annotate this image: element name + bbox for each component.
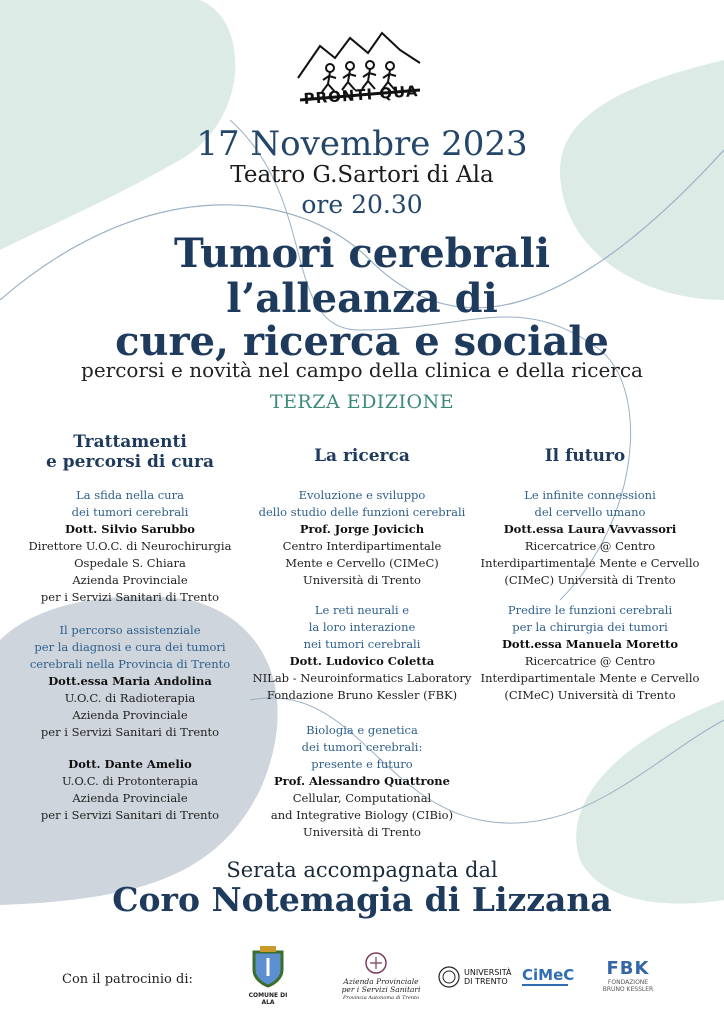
footer-choir: Coro Notemagia di Lizzana — [112, 880, 612, 919]
talk-andolina: Il percorso assistenziale per la diagnosi e cura dei tumori cerebrali nella Provincia di Trento Dott.essa Maria Andolina U.O.C. di Radioterapia Azienda Provinciale per i Servizi Sanitari di Trento — [29, 623, 231, 739]
sponsor-azienda-sanitaria: Azienda Provinciale per i Servizi Sanitari Provincia Autonoma di Trento — [336, 952, 426, 1002]
azienda-emblem-icon — [336, 952, 426, 974]
event-venue: Teatro G.Sartori di Ala — [230, 162, 494, 188]
column-right-heading: Il futuro — [544, 446, 626, 466]
column-middle-heading: La ricerca — [314, 446, 410, 466]
talk-moretto: Predire le funzioni cerebrali per la chirurgia dei tumori Dott.essa Manuela Moretto Ricercatrice @ Centro Interdipartimentale Mente e Cervello (CIMeC) Università di Trento — [480, 603, 700, 702]
title-line-3: cure, ricerca e sociale — [115, 318, 609, 365]
footer-line-1: Serata accompagnata dal — [226, 858, 498, 882]
talk-amelio: Dott. Dante Amelio U.O.C. di Protonterapia Azienda Provinciale per i Servizi Sanitari di Trento — [40, 757, 220, 822]
university-seal-icon — [438, 966, 460, 988]
column-left-heading: Trattamenti e percorsi di cura — [46, 432, 214, 472]
talk-quattrone: Biologia e genetica dei tumori cerebrali: presente e futuro Prof. Alessandro Quattrone Cellular, Computational and Integrative Biology (CIBio) Università di Trento — [270, 723, 454, 839]
logo-text: PRONTI QUA — [303, 82, 419, 108]
title-line-1: Tumori cerebrali — [173, 230, 551, 277]
sponsor-cimec: CiMeC — [522, 966, 575, 984]
edition: TERZA EDIZIONE — [269, 391, 455, 413]
event-time: ore 20.30 — [301, 190, 423, 219]
event-date: 17 Novembre 2023 — [196, 124, 528, 164]
sponsor-unitn: UNIVERSITÀ DI TRENTO — [438, 966, 520, 988]
talk-vavvassori: Le infinite connessioni del cervello umano Dott.essa Laura Vavvassori Ricercatrice @ Centro Interdipartimentale Mente e Cervello (CIMeC) Università di Trento — [480, 488, 700, 587]
subtitle: percorsi e novità nel campo della clinica e della ricerca — [81, 358, 643, 382]
talk-coletta: Le reti neurali e la loro interazione nei tumori cerebrali Dott. Ludovico Coletta NILab - Neuroinformatics Laboratory Fondazione Bruno Kessler (FBK) — [252, 603, 472, 702]
talk-jovicich: Evoluzione e sviluppo dello studio delle funzioni cerebrali Prof. Jorge Jovicich Centro Interdipartimentale Mente e Cervello (CIMeC) Università di Trento — [258, 488, 466, 587]
title-line-2: l’alleanza di — [226, 275, 498, 322]
patronage-label: Con il patrocinio di: — [62, 972, 193, 987]
column-left — [30, 432, 230, 472]
talk-sarubbo: La sfida nella cura dei tumori cerebrali Dott. Silvio Sarubbo Direttore U.O.C. di Neurochirurgia Ospedale S. Chiara Azienda Provinciale per i Servizi Sanitari di Trento — [28, 488, 232, 604]
sponsor-comune-ala: COMUNE DI ALA — [246, 946, 290, 1006]
sponsor-fbk: FBK FONDAZIONE BRUNO KESSLER — [602, 958, 654, 993]
coat-of-arms-icon — [246, 946, 290, 988]
